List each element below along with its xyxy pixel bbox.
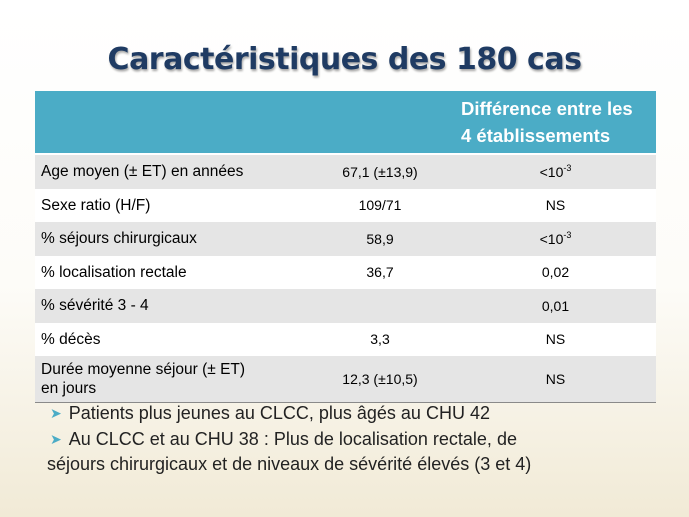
row-difference (455, 323, 656, 357)
difference-base: 0,01 (541, 297, 570, 314)
bullet-text-line1: Au CLCC et au CHU 38 : Plus de localisation rectale, de (68, 428, 517, 449)
row-label (35, 356, 305, 403)
header-col-difference (455, 91, 656, 154)
bullet-text-line2: séjours chirurgicaux et de niveaux de sévérité élevés (3 et 4) (47, 454, 532, 474)
row-label: % séjours chirurgicaux (35, 222, 305, 256)
row-label: % décès (35, 323, 305, 357)
difference-exponent: -3 (563, 229, 572, 240)
row-value: 36,7 (305, 256, 455, 290)
difference-base: NS (545, 371, 566, 387)
difference-base: NS (545, 331, 566, 348)
difference-base: <10 (539, 163, 564, 180)
table-row (35, 289, 656, 323)
table-header-row (35, 91, 656, 154)
header-col-label (35, 91, 305, 154)
row-value: 109/71 (305, 189, 455, 223)
row-value: 58,9 (305, 222, 455, 256)
row-label: % sévérité 3 - 4 (35, 289, 305, 323)
row-difference (455, 222, 656, 256)
table-row (35, 222, 656, 256)
row-difference (455, 289, 656, 323)
row-difference (455, 256, 656, 290)
row-value (305, 289, 455, 323)
row-difference (455, 356, 656, 403)
row-value: 67,1 (±13,9) (305, 154, 455, 189)
bullet-item (47, 401, 647, 427)
difference-base: <10 (539, 230, 564, 247)
characteristics-table (35, 91, 656, 403)
slide-title: Caractéristiques des 180 cas (107, 42, 582, 77)
bullet-text: Patients plus jeunes au CLCC, plus âgés au CHU 42 (68, 403, 490, 423)
arrow-right-icon: ➤ (50, 405, 62, 421)
row-difference (455, 154, 656, 189)
row-label: Sexe ratio (H/F) (35, 189, 305, 223)
row-label: % localisation rectale (35, 256, 305, 290)
table-row (35, 189, 656, 223)
header-difference-line1: Différence entre les (461, 98, 633, 119)
table-row (35, 154, 656, 189)
row-label-line2: en jours (41, 380, 97, 397)
header-difference-line2: 4 établissements (461, 125, 611, 146)
difference-base: 0,02 (541, 264, 570, 281)
row-value: 3,3 (305, 323, 455, 357)
difference-base: NS (545, 197, 566, 214)
row-value: 12,3 (±10,5) (305, 356, 455, 403)
bullet-list (47, 401, 647, 477)
bullet-item (47, 427, 647, 453)
table-row (35, 356, 656, 403)
row-label-line1: Durée moyenne séjour (± ET) (41, 361, 246, 378)
bullet-continuation (47, 452, 647, 477)
difference-exponent: -3 (563, 162, 572, 173)
table-row (35, 256, 656, 290)
row-label: Age moyen (± ET) en années (35, 154, 305, 189)
header-col-value (305, 91, 455, 154)
arrow-right-icon: ➤ (50, 430, 62, 447)
table-row (35, 323, 656, 357)
row-difference (455, 189, 656, 223)
